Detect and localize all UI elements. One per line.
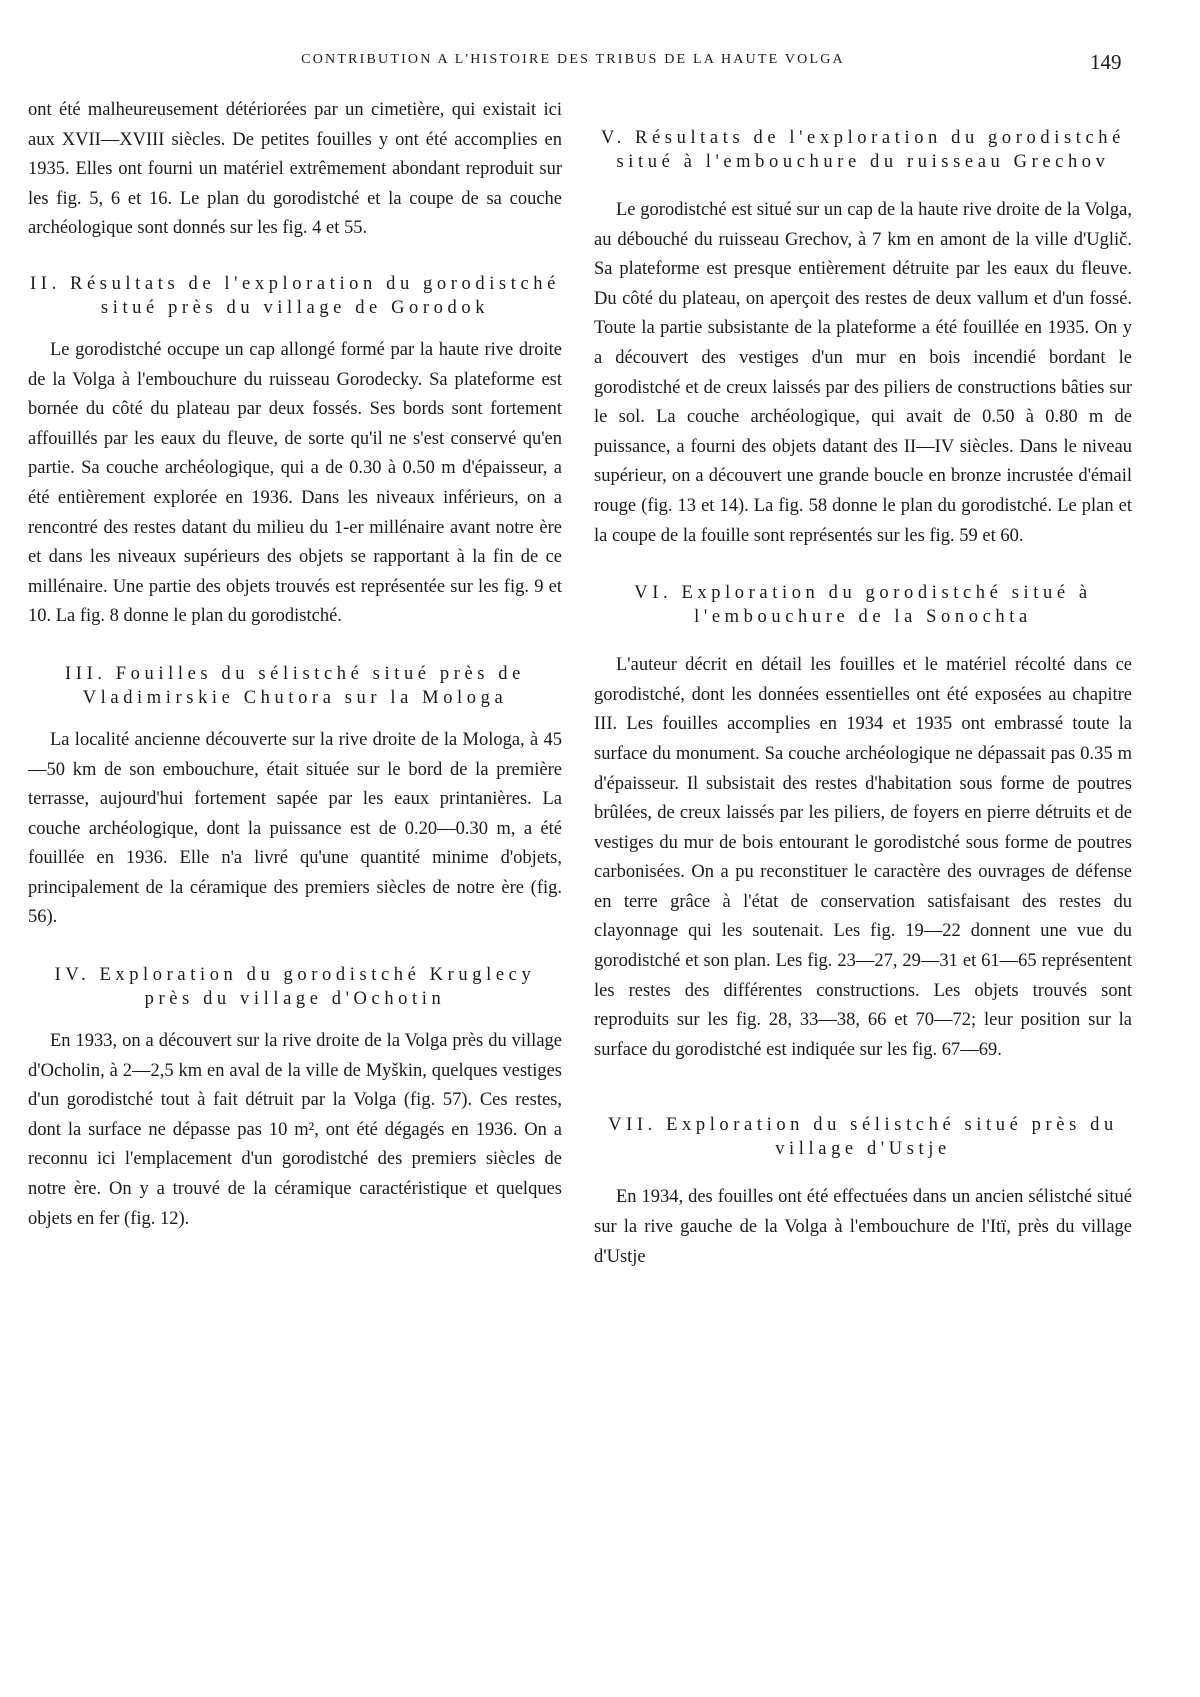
section-heading-ii: II. Résultats de l'exploration du gorodistché situé près du village de Gorodok	[30, 273, 560, 318]
paragraph-continuation: ont été malheureusement détériorées par un cimetière, qui existait ici aux XVII—XVIII siècles. De petites fouilles y ont été accomplies en 1935. Elles ont fourni un matériel extrêmement abondant reproduit sur les fig. 5, 6 et 16. Le plan du gorodistché et la coupe de sa couche archéologique sont donnés sur les fig. 4 et 55.	[28, 100, 562, 239]
paragraph-section-vii: En 1934, des fouilles ont été effectuées dans un ancien sélistché situé sur la rive gauche de la Volga à l'embouchure de l'Itï, près du village d'Ustje	[594, 1187, 1132, 1267]
right-column	[594, 126, 1132, 1272]
section-heading-iii: III. Fouilles du sélistché situé près de Vladimirskie Chutora sur la Mologa	[65, 663, 525, 708]
paragraph-section-v: Le gorodistché est situé sur un cap de la haute rive droite de la Volga, au débouché du ruisseau Grechov, à 7 km en amont de la ville d'Uglič. Sa plateforme est presque entièrement détruite par les eaux du fleuve. Du côté du plateau, on aperçoit des restes de deux vallum et d'un fossé. Toute la partie subsistante de la plateforme a été fouillée en 1935. On y a découvert des vestiges d'un mur en bois incendié bordant le gorodistché et de creux laissés par des piliers de constructions bâties sur le sol. La couche archéologique, qui avait de 0.50 à 0.80 m de puissance, a fourni des objets datant des II—IV siècles. Dans le niveau supérieur, on a découvert une grande boucle en bronze incrustée d'émail rouge (fig. 13 et 14). La fig. 58 donne le plan du gorodistché. Le plan et la coupe de la fouille sont représentés sur les fig. 59 et 60.	[594, 200, 1132, 546]
left-column	[28, 96, 562, 1234]
paragraph-section-iii: La localité ancienne découverte sur la rive droite de la Mologa, à 45—50 km de son embouchure, était située sur le bord de la première terrasse, aujourd'hui fortement sapée par les eaux printanières. La couche archéologique, dont la puissance est de 0.20—0.30 m, a été fouillée en 1936. Elle n'a livré qu'une quantité minime d'objets, principalement de la céramique des premiers siècles de notre ère (fig. 56).	[28, 729, 562, 928]
page-number: 149	[1090, 50, 1122, 74]
section-heading-vi: VI. Exploration du gorodistché situé à l'embouchure de la Sonochta	[634, 583, 1092, 628]
paragraph-section-vi: L'auteur décrit en détail les fouilles et le matériel récolté dans ce gorodistché, dont les données essentielles ont été exposées au chapitre III. Les fouilles accomplies en 1934 et 1935 ont embrassé toute la surface du monument. Sa couche archéologique ne dépassait pas 0.35 m d'épaisseur. Il subsistait des restes d'habitation sous forme de poutres brûlées, de creux laissés par les piliers, de foyers en pierre détruits et de vestiges du mur de bois entourant le gorodistché sous forme de poutres carbonisées. On a pu reconstituer le caractère des ouvrages de défense en terre grâce à l'état de conservation satisfaisant des restes du clayonnage qui les soutenait. Les fig. 19—22 donnent une vue du gorodistché et son plan. Les fig. 23—27, 29—31 et 61—65 représentent les restes des différentes constructions. Les objets trouvés sont reproduits sur les fig. 28, 33—38, 66 et 70—72; leur position sur la surface du gorodistché est indiquée sur les fig. 67—69.	[594, 655, 1132, 1060]
section-heading-iv: IV. Exploration du gorodistché Kruglecy près du village d'Ochotin	[54, 965, 536, 1010]
running-head: CONTRIBUTION A L'HISTOIRE DES TRIBUS DE LA HAUTE VOLGA	[301, 52, 845, 67]
section-heading-vii: VII. Exploration du sélistché situé près du village d'Ustje	[608, 1115, 1118, 1160]
paragraph-section-ii: Le gorodistché occupe un cap allongé formé par la haute rive droite de la Volga à l'embouchure du ruisseau Gorodecky. Sa plateforme est bornée du côté du plateau par deux fossés. Ses bords sont fortement affouillés par les eaux du fleuve, de sorte qu'il ne s'est conservé qu'en partie. Sa couche archéologique, qui a de 0.30 à 0.50 m d'épaisseur, a été entièrement explorée en 1936. Dans les niveaux inférieurs, on a rencontré des restes datant du milieu du 1-er millénaire avant notre ère et dans les niveaux supérieurs des objets se rapportant à la fin de ce millénaire. Une partie des objets trouvés est représentée sur les fig. 9 et 10. La fig. 8 donne le plan du gorodistché.	[28, 339, 562, 627]
section-heading-v: V. Résultats de l'exploration du gorodistché situé à l'embouchure du ruisseau Grechov	[601, 128, 1125, 172]
paragraph-section-iv: En 1933, on a découvert sur la rive droite de la Volga près du village d'Ocholin, à 2—2,5 km en aval de la ville de Myškin, quelques vestiges d'un gorodistché tout à fait détruit par la Volga (fig. 57). Ces restes, dont la surface ne dépasse pas 10 m², ont été dégagés en 1936. On a reconnu ici l'emplacement d'un gorodistché des premiers siècles de notre ère. On y a trouvé de la céramique caractéristique et quelques objets en fer (fig. 12).	[28, 1031, 562, 1229]
